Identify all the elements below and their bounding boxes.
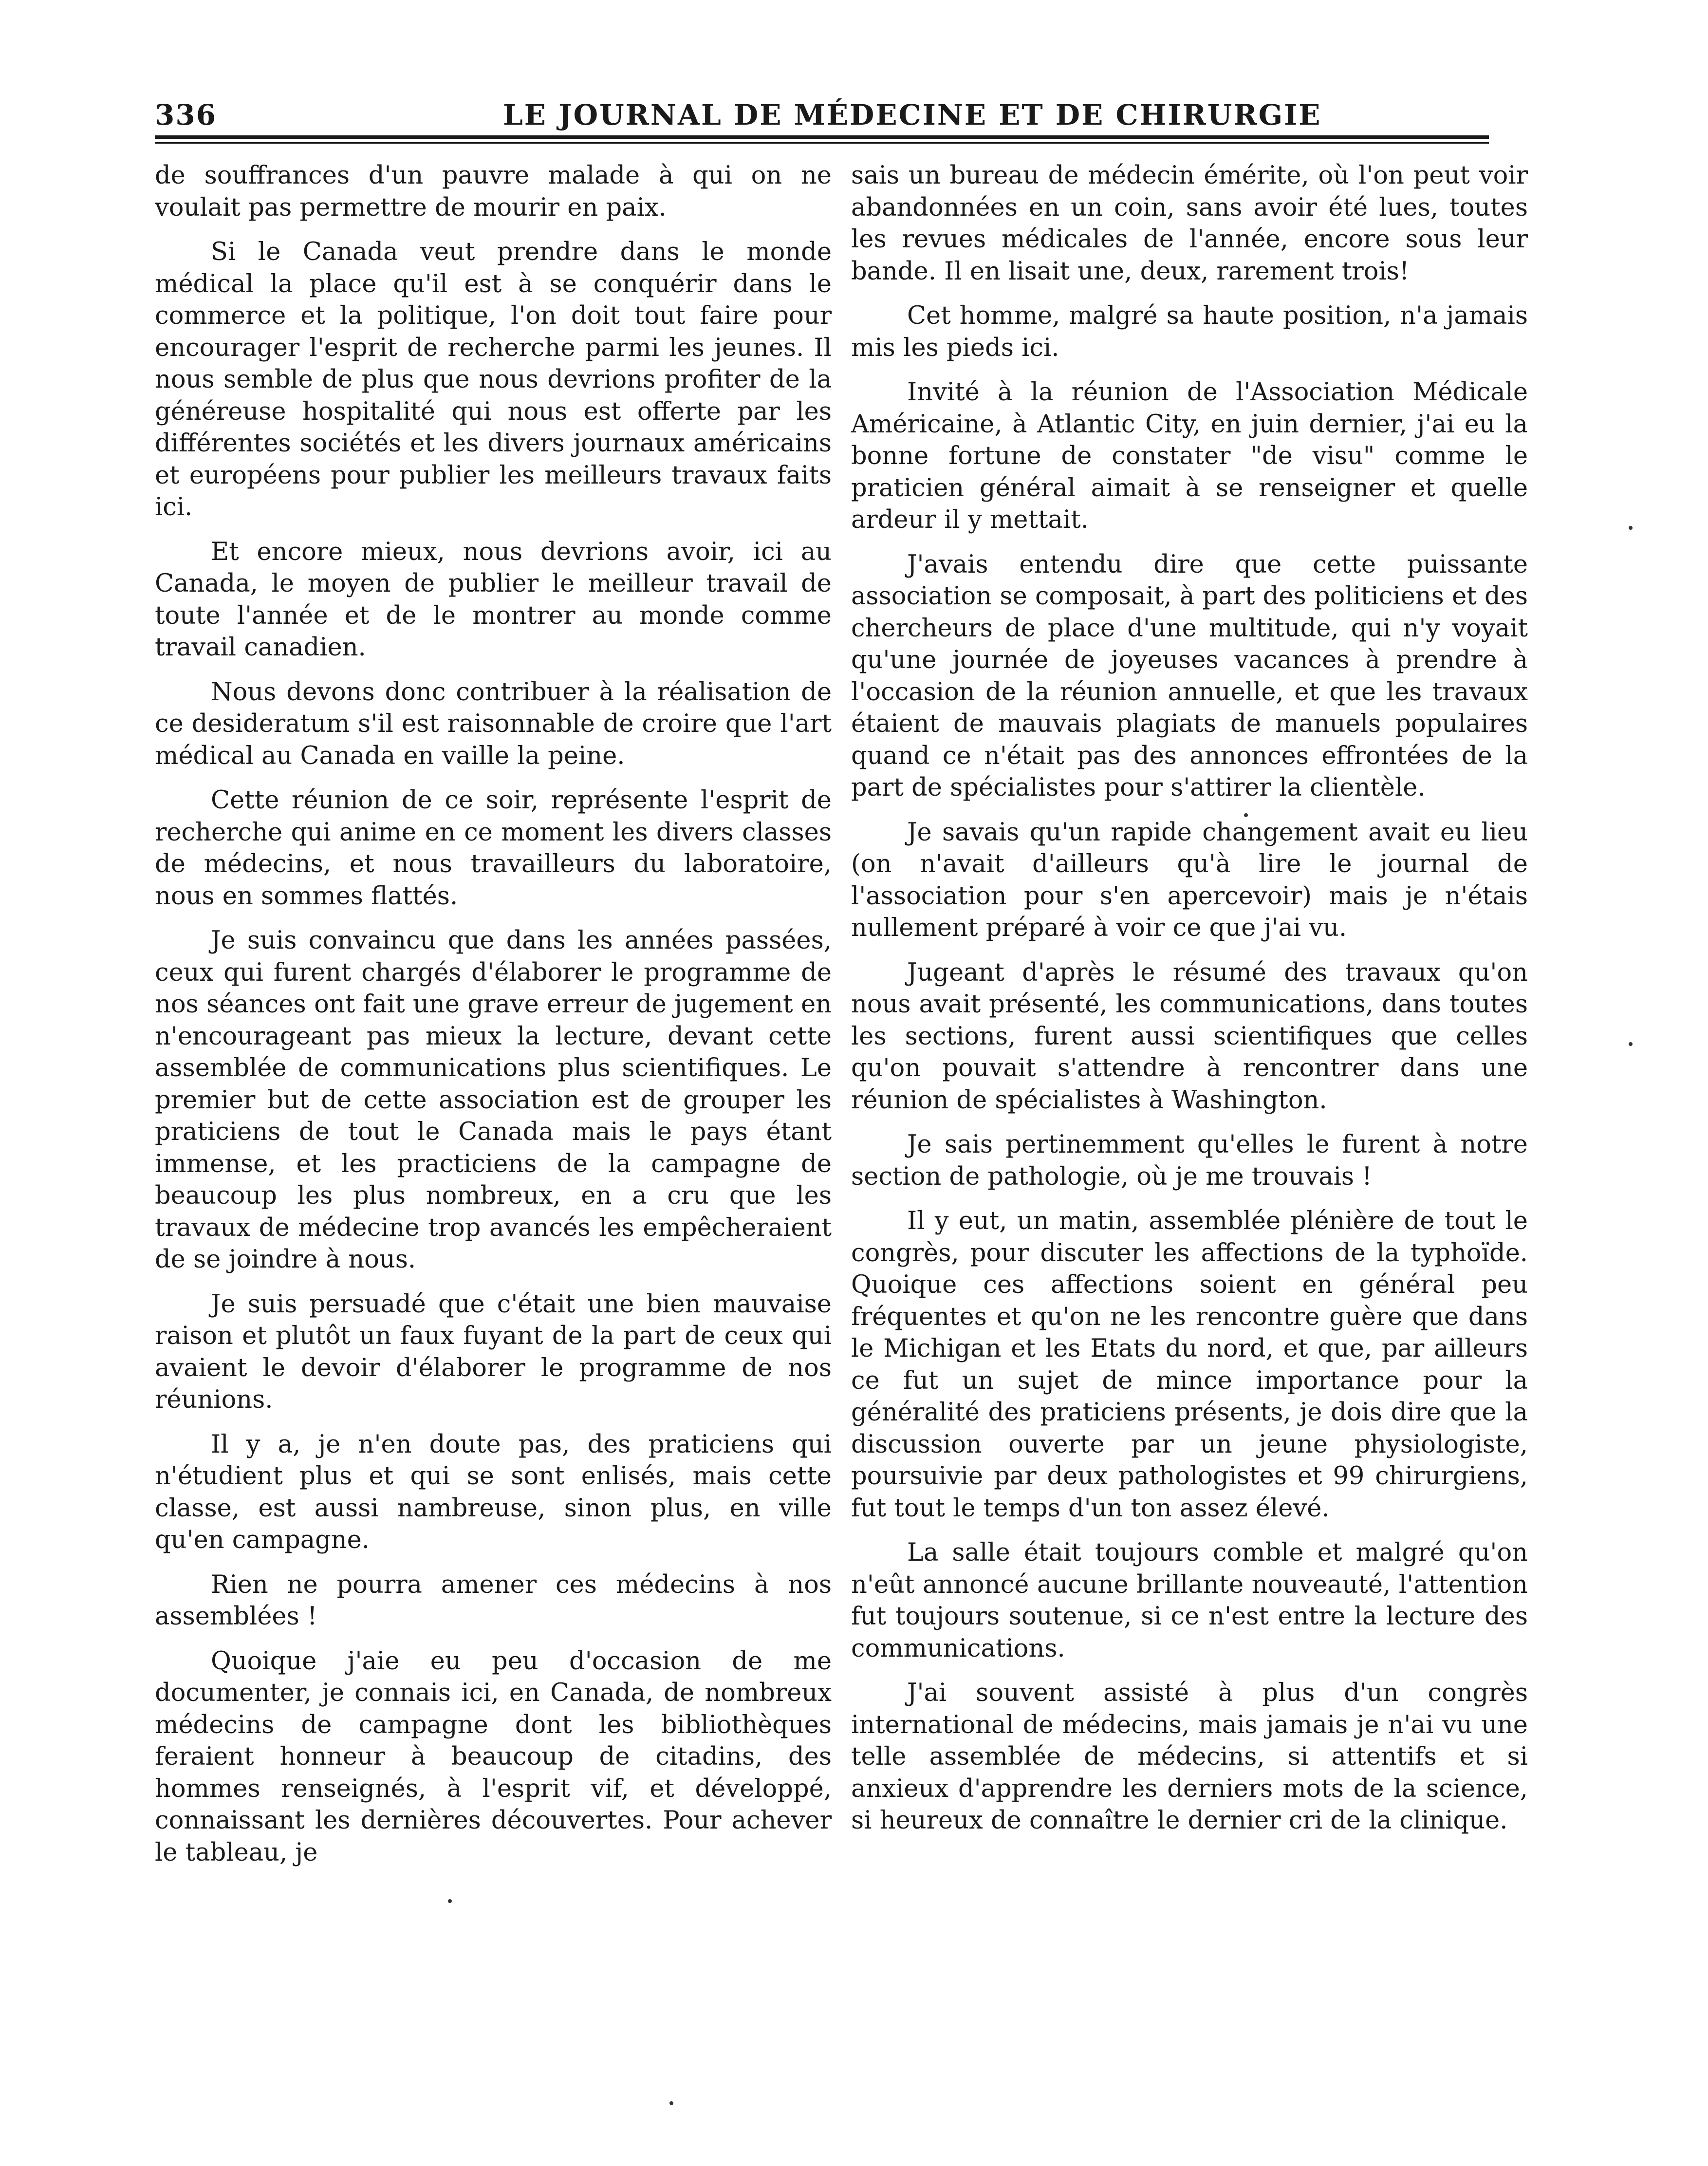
scan-speck (448, 1899, 452, 1903)
paragraph: Je suis persuadé que c'était une bien mauvaise raison et plutôt un faux fuyant de la part de ceux qui avaient le devoir d'élaborer le programme de nos réunions. (155, 1289, 832, 1414)
paragraph: sais un bureau de médecin émérite, où l'on peut voir abandonnées en un coin, sans avoir été lues, toutes les revues médicales de l'année, encore sous leur bande. Il en lisait une, deux, rarement trois! (851, 161, 1528, 286)
paragraph: Je suis convaincu que dans les années passées, ceux qui furent chargés d'élaborer le programme de nos séances ont fait une grave erreur de jugement en n'encourageant pas mieux la lecture, devant cette assemblée de communications plus scientifiques. Le premier but de cette association est de grouper les praticiens de tout le Canada mais le pays étant immense, et les practiciens de la campagne de beaucoup les plus nombreux, en a cru que les travaux de médecine trop avancés les empêcheraient de se joindre à nous. (155, 926, 832, 1274)
paragraph: La salle était toujours comble et malgré qu'on n'eût annoncé aucune brillante nouveauté, l'attention fut toujours soutenue, si ce n'est entre la lecture des communications. (851, 1538, 1528, 1663)
paragraph: Quoique j'aie eu peu d'occasion de me documenter, je connais ici, en Canada, de nombreux médecins de campagne dont les bibliothèques feraient honneur à beaucoup de citadins, des hommes renseignés, à l'esprit vif, et développé, connaissant les dernières découvertes. Pour achever le tableau, je (155, 1646, 832, 1867)
paragraph: Il y a, je n'en doute pas, des praticiens qui n'étudient plus et qui se sont enlisés, mais cette classe, est aussi nambreuse, sinon plus, en ville qu'en campagne. (155, 1430, 832, 1554)
scan-speck (1244, 813, 1248, 817)
page-header (155, 95, 1489, 134)
paragraph: Cette réunion de ce soir, représente l'esprit de recherche qui anime en ce moment les divers classes de médecins, et nous travailleurs du laboratoire, nous en sommes flattés. (155, 786, 832, 911)
scan-speck (1629, 526, 1633, 530)
paragraph: de souffrances d'un pauvre malade à qui on ne voulait pas permettre de mourir en paix. (155, 161, 832, 222)
paragraph: Rien ne pourra amener ces médecins à nos assemblées ! (155, 1570, 832, 1631)
paragraph: Il y eut, un matin, assemblée plénière de tout le congrès, pour discuter les affections de la typhoïde. Quoique ces affections soient en général peu fréquentes et qu'on ne les rencontre guère que dans le Michigan et les Etats du nord, et que, par ailleurs ce fut un sujet de mince importance pour la généralité des praticiens présents, je dois dire que la discussion ouverte par un jeune physiologiste, poursuivie par deux pathologistes et 99 chirurgiens, fut tout le temps d'un ton assez élevé. (851, 1207, 1528, 1523)
paragraph: Je savais qu'un rapide changement avait eu lieu (on n'avait d'ailleurs qu'à lire le journal de l'association pour s'en apercevoir) mais je n'étais nullement préparé à voir ce que j'ai vu. (851, 818, 1528, 942)
scan-speck (1629, 1042, 1633, 1046)
left-column (155, 160, 832, 1881)
right-column (851, 160, 1528, 1849)
scan-speck (669, 2101, 673, 2105)
paragraph: Invité à la réunion de l'Association Médicale Américaine, à Atlantic City, en juin dernier, j'ai eu la bonne fortune de constater "de visu" comme le praticien général aimait à se renseigner et quelle ardeur il y mettait. (851, 378, 1528, 534)
header-rule-thin (155, 142, 1489, 144)
header-rule-thick (155, 135, 1489, 139)
paragraph: Jugeant d'après le résumé des travaux qu'on nous avait présenté, les communications, dans toutes les sections, furent aussi scientifiques que celles qu'on pouvait s'attendre à rencontrer dans une réunion de spécialistes à Washington. (851, 958, 1528, 1115)
paragraph: J'avais entendu dire que cette puissante association se composait, à part des politiciens et des chercheurs de place d'une multitude, qui n'y voyait qu'une journée de joyeuses vacances à prendre à l'occasion de la réunion annuelle, et que les travaux étaient de mauvais plagiats de manuels populaires quand ce n'était pas des annonces effrontées de la part de spécialistes pour s'attirer la clientèle. (851, 550, 1528, 802)
paragraph: J'ai souvent assisté à plus d'un congrès international de médecins, mais jamais je n'ai vu une telle assemblée de médecins, si attentifs et si anxieux d'apprendre les derniers mots de la science, si heureux de connaître le dernier cri de la clinique. (851, 1679, 1528, 1835)
paragraph: Et encore mieux, nous devrions avoir, ici au Canada, le moyen de publier le meilleur travail de toute l'année et de le montrer au monde comme travail canadien. (155, 537, 832, 662)
journal-title: LE JOURNAL DE MÉDECINE ET DE CHIRURGIE (503, 98, 1322, 131)
paragraph: Cet homme, malgré sa haute position, n'a jamais mis les pieds ici. (851, 301, 1528, 362)
paragraph: Nous devons donc contribuer à la réalisation de ce desideratum s'il est raisonnable de croire que l'art médical au Canada en vaille la peine. (155, 677, 832, 770)
paragraph: Si le Canada veut prendre dans le monde médical la place qu'il est à se conquérir dans le commerce et la politique, l'on doit tout faire pour encourager l'esprit de recherche parmi les jeunes. Il nous semble de plus que nous devrions profiter de la généreuse hospitalité qui nous est offerte par les différentes sociétés et les divers journaux américains et européens pour publier les meilleurs travaux faits ici. (155, 238, 832, 522)
page-number: 336 (155, 98, 217, 131)
paragraph: Je sais pertinemment qu'elles le furent à notre section de pathologie, où je me trouvais ! (851, 1130, 1528, 1191)
